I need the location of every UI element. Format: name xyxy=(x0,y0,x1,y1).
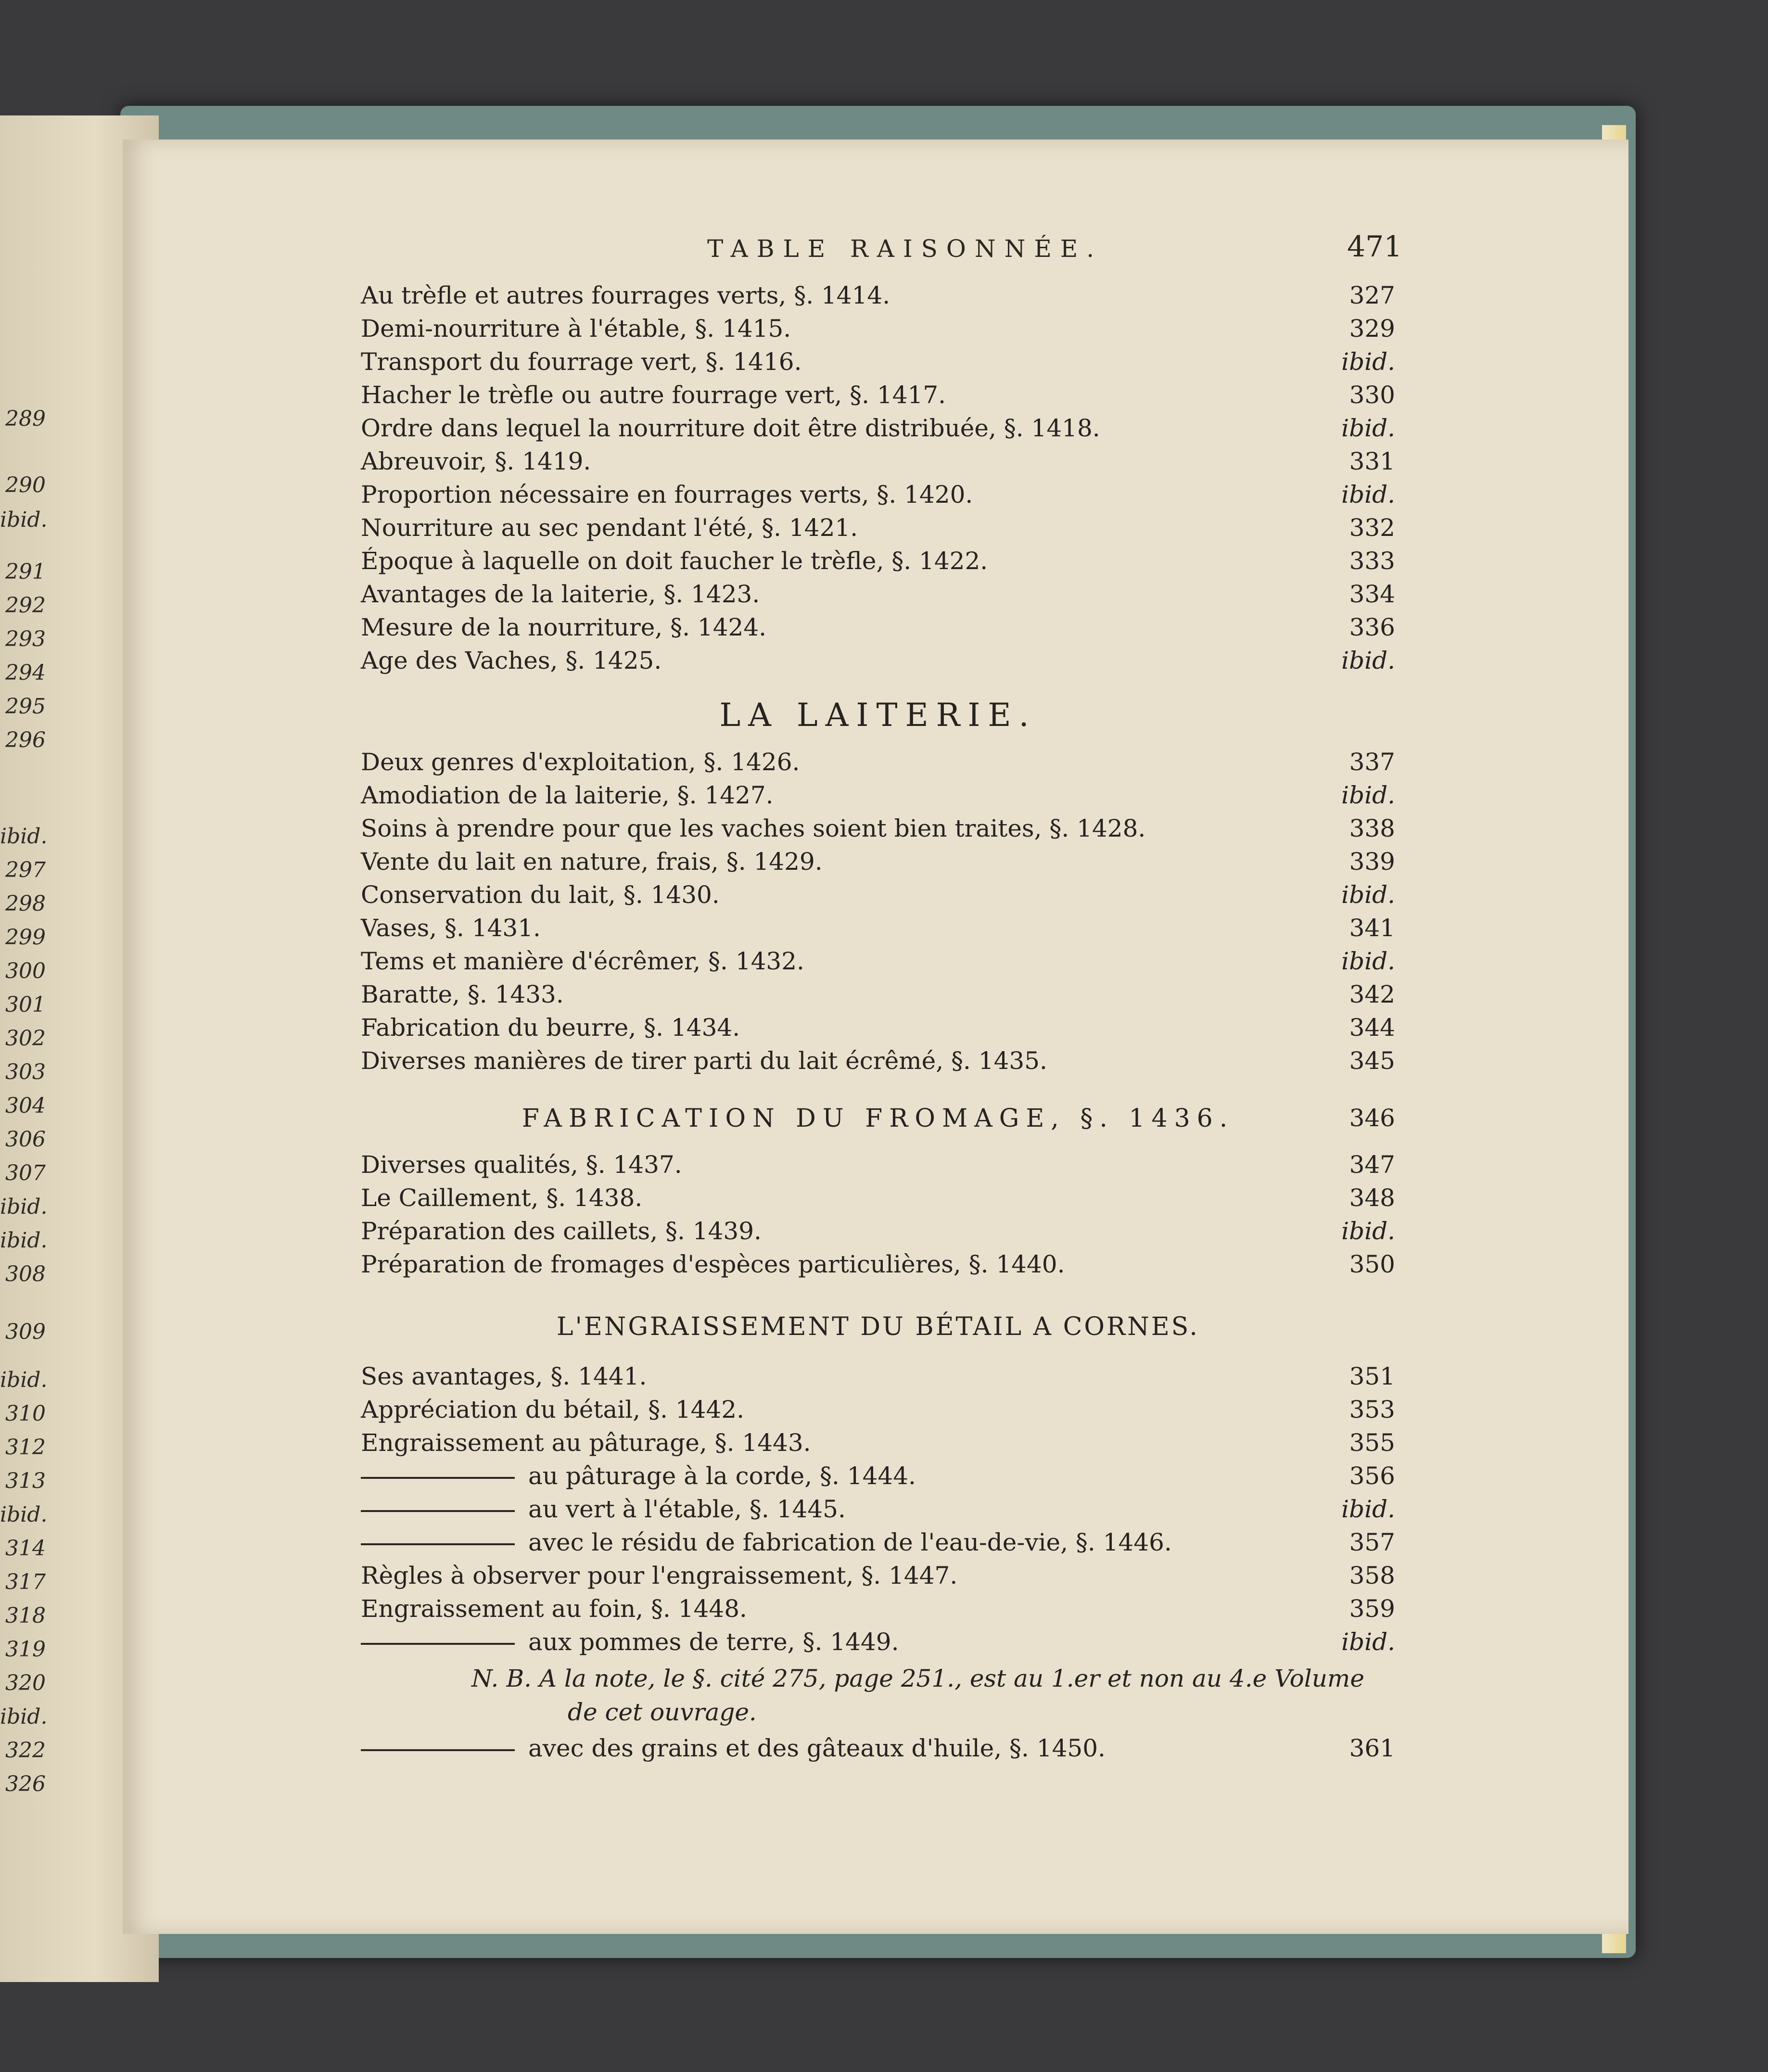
footnote-line: N. B. A la note, le §. cité 275, page 251., est au 1.er et non au 4.e Volume xyxy=(471,1665,1364,1692)
page-number: 471 xyxy=(1347,230,1402,264)
toc-entry xyxy=(361,1595,1395,1627)
toc-entry xyxy=(361,1184,1395,1217)
toc-entry-text: Baratte, §. 1433. xyxy=(361,980,564,1008)
toc-entry-page: 359 xyxy=(1349,1595,1395,1623)
margin-page-number: 306 xyxy=(5,1127,46,1152)
toc-entry-text: Engraissement au pâturage, §. 1443. xyxy=(361,1429,811,1457)
toc-entry-text: Proportion nécessaire en fourrages verts, §. 1420. xyxy=(361,481,973,508)
ditto-dash xyxy=(361,1543,515,1545)
toc-entry xyxy=(361,315,1395,347)
toc-entry-text: Au trèfle et autres fourrages verts, §. 1414. xyxy=(361,281,890,309)
toc-entry-text: Nourriture au sec pendant l'été, §. 1421. xyxy=(361,514,858,542)
toc-entry-text: Vases, §. 1431. xyxy=(361,914,541,942)
toc-entry-text: avec des grains et des gâteaux d'huile, §. 1450. xyxy=(361,1734,1106,1762)
margin-page-number: 312 xyxy=(5,1435,46,1460)
toc-entry xyxy=(361,1151,1395,1183)
toc-entry-page: 330 xyxy=(1349,381,1395,409)
toc-entry xyxy=(361,613,1395,646)
margin-page-number: 299 xyxy=(5,925,46,950)
margin-page-number: 290 xyxy=(5,473,46,497)
margin-page-number: 304 xyxy=(5,1093,46,1118)
toc-entry-page: ibid. xyxy=(1341,947,1395,975)
toc-entry-text: Ordre dans lequel la nourriture doit être distribuée, §. 1418. xyxy=(361,414,1100,442)
toc-entry xyxy=(361,947,1395,980)
margin-page-number: ibid. xyxy=(0,508,48,532)
toc-entry-page: 341 xyxy=(1349,914,1395,942)
margin-page-number: ibid. xyxy=(0,1228,48,1253)
margin-page-number: 314 xyxy=(5,1536,46,1561)
toc-entry-page: 353 xyxy=(1349,1396,1395,1424)
toc-entry xyxy=(361,881,1395,914)
toc-entry xyxy=(361,580,1395,613)
toc-entry xyxy=(361,447,1395,480)
toc-entry xyxy=(361,414,1395,447)
toc-entry-text: Engraissement au foin, §. 1448. xyxy=(361,1595,747,1623)
margin-page-number: 307 xyxy=(5,1161,46,1185)
toc-entry-text: Demi-nourriture à l'étable, §. 1415. xyxy=(361,315,791,343)
toc-entry-page: 337 xyxy=(1349,748,1395,776)
toc-entry-page: ibid. xyxy=(1341,348,1395,376)
margin-page-number: 292 xyxy=(5,593,46,618)
toc-entry-text: Préparation de fromages d'espèces particulières, §. 1440. xyxy=(361,1250,1065,1278)
margin-page-number: 318 xyxy=(5,1603,46,1628)
toc-entry-page: ibid. xyxy=(1341,481,1395,508)
page-header-title: TABLE RAISONNÉE. xyxy=(707,235,1103,263)
margin-page-number: ibid. xyxy=(0,1368,48,1392)
toc-entry-page: 355 xyxy=(1349,1429,1395,1457)
margin-page-number: 291 xyxy=(5,559,46,584)
toc-entry-page: 332 xyxy=(1349,514,1395,542)
toc-entry-text: Soins à prendre pour que les vaches soient bien traites, §. 1428. xyxy=(361,814,1146,842)
ditto-dash xyxy=(361,1510,515,1512)
toc-entry xyxy=(361,1362,1395,1395)
section-page xyxy=(361,1104,1395,1137)
toc-entry-page: 350 xyxy=(1349,1250,1395,1278)
margin-page-number: 310 xyxy=(5,1401,46,1426)
section-heading: L'ENGRAISSEMENT DU BÉTAIL A CORNES. xyxy=(557,1312,1199,1341)
toc-entry-page: ibid. xyxy=(1341,781,1395,809)
toc-entry-text: Le Caillement, §. 1438. xyxy=(361,1184,643,1212)
toc-entry-page: ibid. xyxy=(1341,1495,1395,1523)
toc-entry-text: Diverses qualités, §. 1437. xyxy=(361,1151,682,1179)
toc-entry xyxy=(361,781,1395,814)
margin-page-number: 301 xyxy=(5,992,46,1017)
footnote-line: de cet ouvrage. xyxy=(568,1698,757,1726)
margin-page-number: 297 xyxy=(5,858,46,882)
ditto-dash xyxy=(361,1749,515,1751)
toc-entry-text: avec le résidu de fabrication de l'eau-de-vie, §. 1446. xyxy=(361,1528,1172,1556)
margin-page-number: 322 xyxy=(5,1738,46,1763)
toc-entry-page: 344 xyxy=(1349,1014,1395,1042)
toc-entry xyxy=(361,647,1395,679)
toc-entry xyxy=(361,1250,1395,1283)
toc-entry xyxy=(361,1429,1395,1462)
toc-entry-page: 358 xyxy=(1349,1562,1395,1589)
margin-page-number: ibid. xyxy=(0,1195,48,1219)
toc-entry-page: 329 xyxy=(1349,315,1395,343)
toc-entry xyxy=(361,547,1395,580)
toc-entry-text: Époque à laquelle on doit faucher le trèfle, §. 1422. xyxy=(361,547,988,575)
ditto-dash xyxy=(361,1477,515,1479)
margin-page-number: 300 xyxy=(5,959,46,983)
toc-entry-text: Vente du lait en nature, frais, §. 1429. xyxy=(361,848,823,876)
toc-entry-page: 331 xyxy=(1349,447,1395,475)
toc-entry-page: 347 xyxy=(1349,1151,1395,1179)
toc-entry xyxy=(361,348,1395,381)
toc-entry-page: 345 xyxy=(1349,1047,1395,1075)
toc-entry-text: Mesure de la nourriture, §. 1424. xyxy=(361,613,767,641)
toc-entry-text: Conservation du lait, §. 1430. xyxy=(361,881,720,909)
margin-page-number: 293 xyxy=(5,627,46,651)
margin-page-number: 317 xyxy=(5,1570,46,1594)
toc-entry-text: aux pommes de terre, §. 1449. xyxy=(361,1628,899,1656)
toc-entry-text: Tems et manière d'écrêmer, §. 1432. xyxy=(361,947,804,975)
toc-entry xyxy=(361,848,1395,880)
toc-entry-page: 338 xyxy=(1349,814,1395,842)
toc-entry xyxy=(361,1562,1395,1594)
toc-entry xyxy=(361,814,1395,847)
margin-page-number: 309 xyxy=(5,1320,46,1344)
toc-entry-page: 333 xyxy=(1349,547,1395,575)
toc-entry xyxy=(361,748,1395,781)
toc-entry-text: Préparation des caillets, §. 1439. xyxy=(361,1217,762,1245)
toc-entry-page: ibid. xyxy=(1341,1628,1395,1656)
toc-entry-text: Fabrication du beurre, §. 1434. xyxy=(361,1014,740,1042)
toc-entry xyxy=(361,914,1395,947)
toc-entry-page: 356 xyxy=(1349,1462,1395,1490)
toc-entry-text: Abreuvoir, §. 1419. xyxy=(361,447,591,475)
margin-page-number: ibid. xyxy=(0,1704,48,1729)
margin-page-number: 313 xyxy=(5,1469,46,1493)
toc-entry-text: Diverses manières de tirer parti du lait écrêmé, §. 1435. xyxy=(361,1047,1047,1075)
toc-entry-page: ibid. xyxy=(1341,1217,1395,1245)
toc-entry xyxy=(361,514,1395,547)
toc-entry-page: 346 xyxy=(1349,1104,1395,1132)
toc-entry-text: au pâturage à la corde, §. 1444. xyxy=(361,1462,916,1490)
toc-entry-page: 327 xyxy=(1349,281,1395,309)
toc-entry-text: Amodiation de la laiterie, §. 1427. xyxy=(361,781,774,809)
margin-page-number: 319 xyxy=(5,1637,46,1662)
margin-page-number: 294 xyxy=(5,661,46,685)
margin-page-number: 289 xyxy=(5,407,46,431)
margin-page-number: 308 xyxy=(5,1262,46,1286)
toc-entry-text: Age des Vaches, §. 1425. xyxy=(361,647,662,674)
toc-entry-page: ibid. xyxy=(1341,647,1395,674)
margin-page-number: 303 xyxy=(5,1060,46,1084)
toc-entry-text: Règles à observer pour l'engraissement, §. 1447. xyxy=(361,1562,958,1589)
toc-entry-text: Ses avantages, §. 1441. xyxy=(361,1362,647,1390)
ditto-dash xyxy=(361,1643,515,1645)
toc-entry-page: 339 xyxy=(1349,848,1395,876)
margin-page-number: 326 xyxy=(5,1772,46,1796)
margin-page-number: 298 xyxy=(5,891,46,916)
margin-page-number: 296 xyxy=(5,728,46,752)
section-heading: LA LAITERIE. xyxy=(719,697,1037,734)
toc-entry-page: ibid. xyxy=(1341,881,1395,909)
toc-entry xyxy=(361,980,1395,1013)
toc-entry-text: Transport du fourrage vert, §. 1416. xyxy=(361,348,802,376)
toc-entry xyxy=(361,1628,1395,1661)
toc-entry xyxy=(361,1462,1395,1495)
toc-entry-page: 342 xyxy=(1349,980,1395,1008)
margin-page-number: 320 xyxy=(5,1671,46,1695)
toc-entry xyxy=(361,1495,1395,1528)
toc-entry-page: 336 xyxy=(1349,613,1395,641)
toc-entry xyxy=(361,1734,1395,1767)
toc-entry xyxy=(361,1217,1395,1250)
toc-entry xyxy=(361,1047,1395,1080)
toc-entry xyxy=(361,381,1395,414)
toc-entry-text: Appréciation du bétail, §. 1442. xyxy=(361,1396,744,1424)
toc-entry-page: 351 xyxy=(1349,1362,1395,1390)
toc-entry-page: 361 xyxy=(1349,1734,1395,1762)
toc-entry xyxy=(361,1528,1395,1561)
margin-page-number: ibid. xyxy=(0,824,48,849)
toc-entry-text: Hacher le trèfle ou autre fourrage vert, §. 1417. xyxy=(361,381,946,409)
toc-entry-page: 348 xyxy=(1349,1184,1395,1212)
toc-entry-page: 334 xyxy=(1349,580,1395,608)
toc-entry-text: Avantages de la laiterie, §. 1423. xyxy=(361,580,760,608)
toc-entry xyxy=(361,1014,1395,1046)
toc-entry xyxy=(361,481,1395,513)
section-heading: FABRICATION DU FROMAGE, §. 1436. xyxy=(521,1104,1234,1133)
margin-page-number: ibid. xyxy=(0,1502,48,1527)
toc-entry-text: Deux genres d'exploitation, §. 1426. xyxy=(361,748,800,776)
toc-entry-text: au vert à l'étable, §. 1445. xyxy=(361,1495,846,1523)
toc-entry xyxy=(361,1396,1395,1428)
toc-entry-page: 357 xyxy=(1349,1528,1395,1556)
toc-entry-page: ibid. xyxy=(1341,414,1395,442)
margin-page-number: 302 xyxy=(5,1026,46,1051)
margin-page-number: 295 xyxy=(5,694,46,719)
toc-entry xyxy=(361,281,1395,314)
